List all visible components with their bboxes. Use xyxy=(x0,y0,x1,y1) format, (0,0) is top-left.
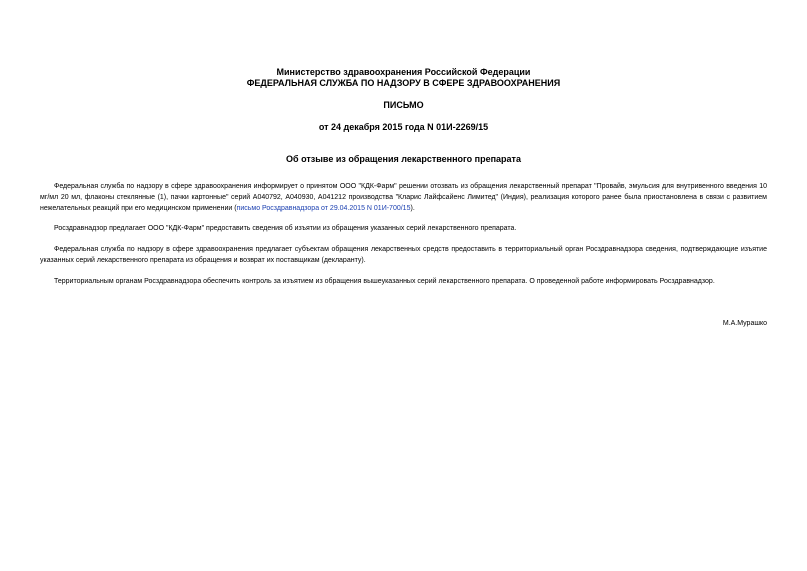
referenced-letter-link[interactable]: письмо Росздравнадзора от 29.04.2015 N 01И-700/15 xyxy=(236,205,411,212)
paragraph-1-end: ). xyxy=(410,205,415,212)
paragraph-4: Территориальным органам Росздравнадзора обеспечить контроль за изъятием из обращения вышеуказанных серий лекарственного препарата. О проведенной работе информировать Росздравнадзор. xyxy=(54,278,715,285)
paragraph-2: Росздравнадзор предлагает ООО "КДК-Фарм" предоставить сведения об изъятии из обращения указанных серий лекарственного препарата. xyxy=(54,225,517,232)
document-subject: Об отзыве из обращения лекарственного препарата xyxy=(286,154,521,164)
signature: М.А.Мурашко xyxy=(722,320,767,327)
paragraph-1 xyxy=(40,181,767,214)
paragraph-1-text: Федеральная служба по надзору в сфере здравоохранения информирует о принятом ООО "КДК-Фарм" решении отозвать из обращения лекарственный препарат "Провайв, эмульсия для внутривенного введения 10 мг/мл 20 мл, флаконы стеклянные (1), пачки картонные" серий А040792, А040930, А041212 производства "Кларис Лайфсайенс Лимитед" (Индия), реализация которого ранее была приостановлена в связи с развитием нежелательных реакций при его медицинском применении ( xyxy=(40,183,767,212)
ministry-title: Министерство здравоохранения Российской Федерации xyxy=(276,67,531,77)
service-title: ФЕДЕРАЛЬНАЯ СЛУЖБА ПО НАДЗОРУ В СФЕРЕ ЗДРАВООХРАНЕНИЯ xyxy=(246,78,561,88)
document-date-number: от 24 декабря 2015 года N 01И-2269/15 xyxy=(318,122,489,132)
paragraph-3: Федеральная служба по надзору в сфере здравоохранения предлагает субъектам обращения лекарственных средств предоставить в территориальный орган Росздравнадзора сведения, подтверждающие изъятие указанных серий лекарственного препарата из обращения и возврат их поставщикам (декларанту). xyxy=(40,246,767,264)
document-kind: ПИСЬМО xyxy=(383,100,424,110)
